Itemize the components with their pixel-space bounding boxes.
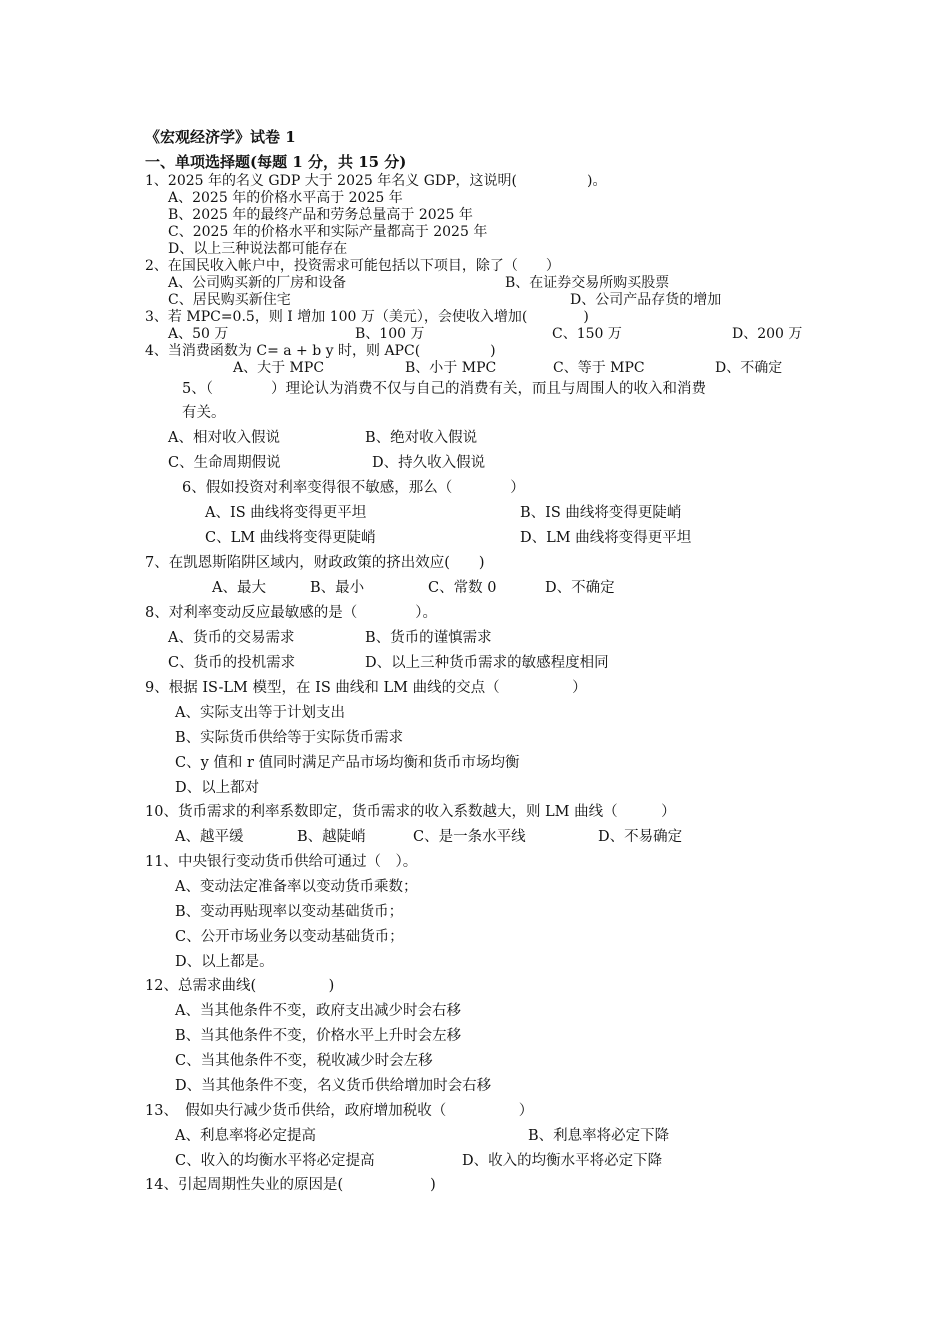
question-13-stem: 13、 假如央行减少货币供给，政府增加税收（ ） bbox=[145, 1103, 534, 1119]
question-4-option-a: A、大于 MPC bbox=[233, 360, 325, 376]
question-3-option-d: D、200 万 bbox=[732, 326, 803, 342]
section-heading: 一、单项选择题(每题 1 分，共 15 分) bbox=[145, 153, 407, 171]
question-3-option-a: A、50 万 bbox=[168, 326, 229, 342]
question-7-option-a: A、最大 bbox=[212, 580, 266, 596]
question-2-option-d: D、公司产品存货的增加 bbox=[570, 292, 722, 308]
question-2-option-c: C、居民购买新住宅 bbox=[168, 292, 291, 308]
question-7-option-c: C、常数 0 bbox=[428, 580, 497, 596]
question-9-option-d: D、以上都对 bbox=[175, 780, 260, 796]
question-12-option-b: B、当其他条件不变，价格水平上升时会左移 bbox=[175, 1028, 462, 1044]
question-11-option-a: A、变动法定准备率以变动货币乘数； bbox=[175, 879, 418, 895]
question-5-stem-cont: 有关。 bbox=[182, 405, 226, 421]
question-2-option-a: A、公司购买新的厂房和设备 bbox=[168, 275, 347, 291]
question-5-stem: 5、（ ）理论认为消费不仅与自己的消费有关，而且与周围人的收入和消费 bbox=[182, 381, 706, 397]
question-7-stem: 7、在凯恩斯陷阱区域内，财政政策的挤出效应( ) bbox=[145, 555, 485, 571]
question-3-option-b: B、100 万 bbox=[355, 326, 425, 342]
question-2-option-b: B、在证券交易所购买股票 bbox=[505, 275, 670, 291]
question-6-stem: 6、假如投资对利率变得很不敏感，那么（ ） bbox=[182, 480, 525, 496]
question-10-option-a: A、越平缓 bbox=[175, 829, 244, 845]
exam-title: 《宏观经济学》试卷 1 bbox=[145, 128, 296, 146]
question-5-option-d: D、持久收入假说 bbox=[372, 455, 486, 471]
question-10-option-b: B、越陡峭 bbox=[297, 829, 366, 845]
question-3-stem: 3、若 MPC=0.5，则 I 增加 100 万（美元），会使收入增加( ) bbox=[145, 309, 589, 325]
question-13-option-d: D、收入的均衡水平将必定下降 bbox=[462, 1153, 663, 1169]
question-1-option-b: B、2025 年的最终产品和劳务总量高于 2025 年 bbox=[168, 207, 473, 223]
question-11-option-b: B、变动再贴现率以变动基础货币； bbox=[175, 904, 404, 920]
question-3-option-c: C、150 万 bbox=[552, 326, 622, 342]
question-6-option-d: D、LM 曲线将变得更平坦 bbox=[520, 530, 692, 546]
question-13-option-a: A、利息率将必定提高 bbox=[175, 1128, 316, 1144]
question-8-option-a: A、货币的交易需求 bbox=[168, 630, 295, 646]
question-9-option-b: B、实际货币供给等于实际货币需求 bbox=[175, 730, 404, 746]
question-9-option-a: A、实际支出等于计划支出 bbox=[175, 705, 345, 721]
question-1-option-c: C、2025 年的价格水平和实际产量都高于 2025 年 bbox=[168, 224, 488, 240]
question-4-option-d: D、不确定 bbox=[715, 360, 783, 376]
question-10-option-c: C、是一条水平线 bbox=[413, 829, 526, 845]
question-2-stem: 2、在国民收入帐户中，投资需求可能包括以下项目，除了（ ） bbox=[145, 258, 560, 274]
question-10-option-d: D、不易确定 bbox=[598, 829, 683, 845]
question-1-stem: 1、2025 年的名义 GDP 大于 2025 年名义 GDP，这说明( )。 bbox=[145, 173, 607, 189]
question-12-stem: 12、总需求曲线( ) bbox=[145, 978, 335, 994]
question-12-option-a: A、当其他条件不变，政府支出减少时会右移 bbox=[175, 1003, 461, 1019]
question-4-option-b: B、小于 MPC bbox=[405, 360, 497, 376]
question-8-option-c: C、货币的投机需求 bbox=[168, 655, 296, 671]
question-9-option-c: C、y 值和 r 值同时满足产品市场均衡和货币市场均衡 bbox=[175, 755, 520, 771]
question-7-option-b: B、最小 bbox=[310, 580, 365, 596]
question-11-option-d: D、以上都是。 bbox=[175, 954, 274, 970]
question-11-stem: 11、中央银行变动货币供给可通过（ ）。 bbox=[145, 854, 418, 870]
question-5-option-c: C、生命周期假说 bbox=[168, 455, 281, 471]
question-12-option-c: C、当其他条件不变，税收减少时会左移 bbox=[175, 1053, 433, 1069]
question-9-stem: 9、根据 IS-LM 模型，在 IS 曲线和 LM 曲线的交点（ ） bbox=[145, 680, 587, 696]
question-4-stem: 4、当消费函数为 C= a + b y 时，则 APC( ) bbox=[145, 343, 496, 359]
question-12-option-d: D、当其他条件不变，名义货币供给增加时会右移 bbox=[175, 1078, 492, 1094]
question-5-option-a: A、相对收入假说 bbox=[168, 430, 280, 446]
question-14-stem: 14、引起周期性失业的原因是( ) bbox=[145, 1177, 436, 1193]
question-11-option-c: C、公开市场业务以变动基础货币； bbox=[175, 929, 404, 945]
question-8-option-d: D、以上三种货币需求的敏感程度相同 bbox=[365, 655, 609, 671]
question-10-stem: 10、货币需求的利率系数即定，货币需求的收入系数越大，则 LM 曲线（ ） bbox=[145, 804, 676, 820]
question-8-stem: 8、对利率变动反应最敏感的是（ ）。 bbox=[145, 605, 437, 621]
question-6-option-c: C、LM 曲线将变得更陡峭 bbox=[205, 530, 376, 546]
question-7-option-d: D、不确定 bbox=[545, 580, 615, 596]
question-13-option-b: B、利息率将必定下降 bbox=[528, 1128, 670, 1144]
question-8-option-b: B、货币的谨慎需求 bbox=[365, 630, 492, 646]
question-5-option-b: B、绝对收入假说 bbox=[365, 430, 478, 446]
question-6-option-b: B、IS 曲线将变得更陡峭 bbox=[520, 505, 682, 521]
question-6-option-a: A、IS 曲线将变得更平坦 bbox=[205, 505, 367, 521]
question-1-option-d: D、以上三种说法都可能存在 bbox=[168, 241, 348, 257]
question-4-option-c: C、等于 MPC bbox=[553, 360, 645, 376]
question-1-option-a: A、2025 年的价格水平高于 2025 年 bbox=[168, 190, 403, 206]
question-13-option-c: C、收入的均衡水平将必定提高 bbox=[175, 1153, 375, 1169]
